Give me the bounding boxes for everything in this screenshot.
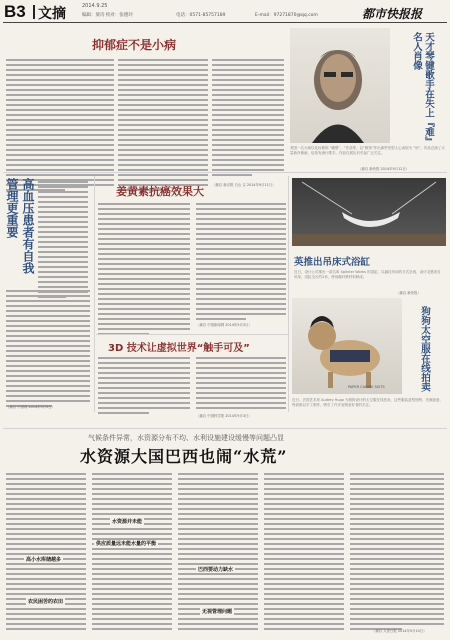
article-ginseng-byline: （摘自 中国新闻网 2014年9月3日）: [196, 323, 252, 327]
water-col-2: [92, 470, 172, 630]
water-col-3: [178, 470, 258, 630]
divider-bottom: [3, 428, 447, 429]
article-hypertension-title: 高血压患者有自我管理更重要: [5, 178, 35, 274]
article-heavenly-singer-title: 天才琴键歌手在失上『难』名人肖像: [411, 32, 434, 142]
editor-line: 编辑：梁诗 校对：张德玲: [82, 13, 133, 18]
article-3d-byline: （摘自 中国科学报 2014年9月3日）: [196, 414, 252, 418]
water-subhead-2: 水资源并未能: [112, 519, 143, 525]
article-bathtub-byline: （摘自 新快报）: [396, 291, 421, 295]
article-depression-body-col2: [118, 56, 208, 191]
water-subhead-3: 供应质量远未能水量的平衡: [96, 541, 157, 547]
water-col-5: [350, 470, 444, 630]
article-dog-title: 狗狗太空服在线拍卖: [419, 306, 430, 392]
masthead-bar: [0, 0, 450, 24]
article-ginseng-title: 姜黄素抗癌效果大: [116, 185, 204, 198]
article-depression-body-col3: [212, 56, 284, 176]
phone-line: 电话：0571-85757189: [176, 13, 226, 18]
water-subhead-4: 巴西要动力缺水: [198, 567, 234, 573]
water-col-1: [6, 470, 86, 630]
article-hypertension-byline: （摘自 中国网 2014年9月9日）: [6, 405, 56, 409]
dog-photo-label: PAPER CANINE SUITS: [348, 385, 385, 389]
article-heavenly-singer-byline: （摘自 新快报 2014年9月12日）: [358, 167, 410, 171]
article-hypertension-body-a: [38, 178, 88, 298]
article-3d-body-col2: [196, 354, 286, 409]
bathtub-photo: [292, 178, 446, 246]
water-col-4: [264, 470, 344, 630]
article-water-title: 水资源大国巴西也闹“水荒”: [80, 447, 288, 466]
article-depression-body-col1: [6, 56, 114, 191]
water-subhead-6: 无视管理问题: [202, 609, 233, 615]
water-subhead-1: 高小水库储越多: [26, 557, 62, 563]
divider-mid: [96, 334, 288, 335]
article-water-byline: （摘自 人民日报 2014年9月10日）: [372, 629, 427, 633]
divider-col-2: [288, 176, 289, 412]
section-divider: [33, 5, 35, 19]
article-hypertension-body-b: [6, 287, 90, 407]
article-3d-body-col1: [98, 354, 190, 414]
article-water-kicker: 气候条件异常，水资源分布不均、水利设施建设缓慢等问题凸显: [88, 434, 284, 442]
article-bathtub-caption: 近日，设计公司推出一款名叫 Splinter Works 的浴缸，以悬挂吊床的方式呈现，设计灵感来自吊床，浴缸全长约2米，使用碳纤维材料制成。: [294, 270, 441, 279]
header-rule: [3, 22, 447, 23]
dog-photo: [292, 298, 402, 394]
divider-top: [3, 172, 447, 173]
article-dog-caption: 近日，法国艺术家 Audrey Hugo 为狗狗设计的太空服在线拍卖，这些服装造型独特、充满创意，每套都以手工制作，吸引了许多宠物爱好者的关注。: [292, 398, 443, 407]
issue-date: 2014.9.25: [82, 3, 108, 9]
portrait-image: [290, 28, 390, 143]
article-ginseng-body-col2: [196, 200, 286, 320]
article-depression-title: 抑郁症不是小病: [92, 38, 177, 52]
section-title: 文摘: [38, 6, 66, 22]
article-3d-title: 3D 技术让虚拟世界“触手可及”: [108, 343, 250, 354]
masthead-logo: 都市快报报: [362, 7, 423, 21]
article-heavenly-singer-caption: 美国一名大师以化妆修饰 “雕塑”、”作品等，以“修饰”作出那些发型人心表现为 “形”，作品总画了大量新肖像画，包括有流行歌手。作品在展出后引起广泛关注。: [290, 146, 445, 155]
water-subhead-5: 农民困苦的农田: [28, 599, 64, 605]
section-code: B3: [4, 2, 26, 21]
divider-col-1: [94, 176, 95, 412]
article-bathtub-title: 英推出吊床式浴缸: [294, 257, 371, 268]
email-line: E-mail：97271870@qq.com: [255, 13, 318, 18]
article-depression-byline: （摘自 新京报 白山 吉 2014年9月11日）: [212, 183, 276, 187]
article-ginseng-body-col1: [98, 200, 190, 335]
